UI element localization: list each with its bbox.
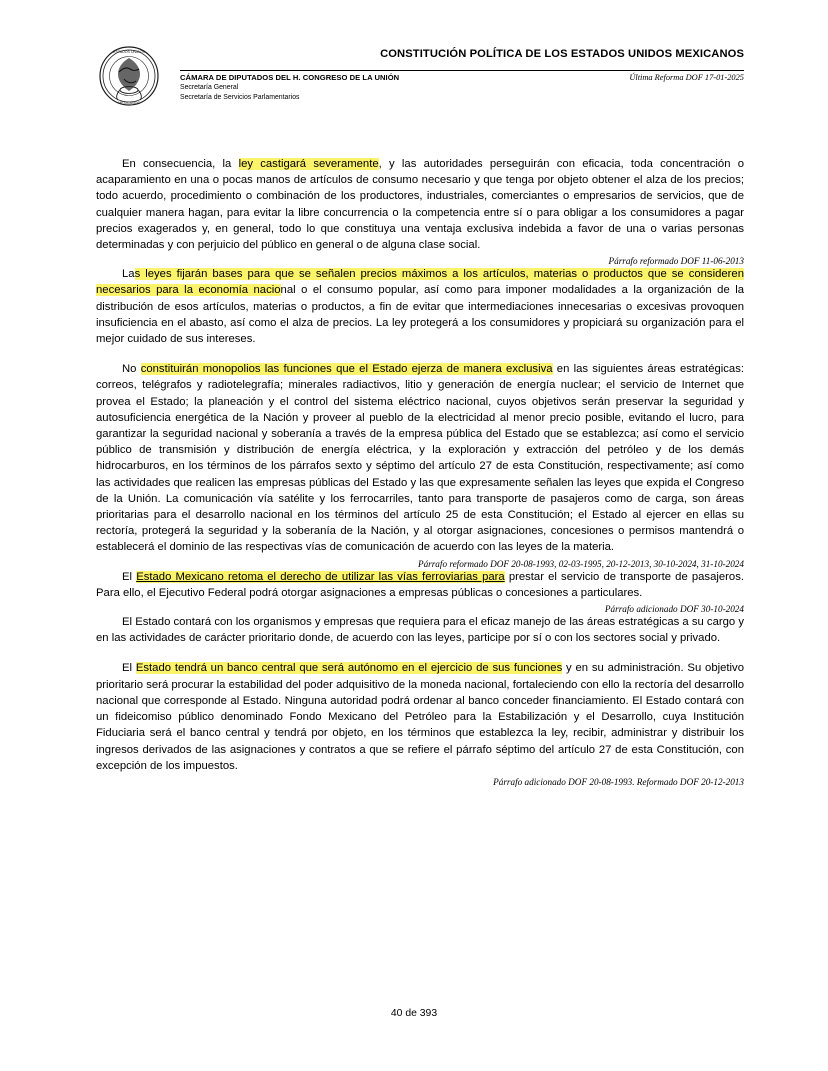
page-number: 40 de 393 [390, 1008, 438, 1019]
paragraph-1 [96, 156, 744, 253]
paragraph-2 [96, 266, 744, 347]
paragraph-1-highlight: ley castigará severamente [238, 158, 379, 170]
institution-label: CÁMARA DE DIPUTADOS DEL H. CONGRESO DE LA UNIÓN [180, 73, 400, 82]
paragraph-6-highlight: Estado tendrá un banco central que será autónomo en el ejercicio de sus funciones [135, 662, 563, 675]
office-parliamentary-label: Secretaría de Servicios Parlamentarios [180, 94, 300, 101]
paragraph-4-reference: Párrafo adicionado DOF 30-10-2024 [604, 604, 744, 615]
last-reform-label: Última Reforma DOF 17-01-2025 [629, 73, 744, 82]
paragraph-3-seg2: en las siguientes áreas estratégicas: correos, telégrafos y radiotelegrafía; minerales radiactivos, litio y generación de energía nuclear; el servicio de Internet que provea el Estado; la planeación y el control del sistema eléctrico nacional, cuyos objetivos serán preservar la seguridad y autosuficiencia energética de la Nación y proveer al pueblo de la electricidad al menor precio posible, evitando el lucro, para garantizar la seguridad nacional y soberanía a través de la empresa pública del Estado que se establezca; así como el servicio público de transmisión y distribución de energía eléctrica, y la exploración y extracción del petróleo y de los demás hidrocarburos, en los términos de los párrafos sexto y séptimo del artículo 27 de esta Constitución, respectivamente; así como las actividades que realicen las empresas públicas del Estado y las que expresamente señalen las leyes que expida el Congreso de la Unión. La comunicación vía satélite y los ferrocarriles, tanto para transporte de pasajeros como de carga, son áreas prioritarias para el desarrollo nacional en los términos del artículo 25 de esta Constitución; el Estado al ejercer en ellas su rectoría, protegerá la seguridad y la soberanía de la Nación, y al otorgar asignaciones, concesiones o permisos mantendrá o establecerá el dominio de las respectivas vías de comunicación de acuerdo con las leyes de la materia. [96, 363, 744, 554]
paragraph-1-seg1: En consecuencia, la [122, 158, 239, 170]
paragraph-2-seg1: La [122, 268, 135, 281]
paragraph-6-seg1: El [122, 662, 136, 675]
document-body [96, 156, 744, 787]
paragraph-3 [96, 361, 744, 555]
paragraph-5: El Estado contará con los organismos y empresas que requiera para el eficaz manejo de las áreas estratégicas a su cargo y en las actividades de carácter prioritario donde, de acuerdo con las leyes, participe por sí o con los sectores social y privado. [96, 616, 744, 645]
office-general-label: Secretaría General [180, 84, 239, 91]
paragraph-4-seg1: El [122, 570, 137, 583]
paragraph-6-seg2: y en su administración. Su objetivo prioritario será procurar la estabilidad del poder adquisitivo de la moneda nacional, fortaleciendo con ello la rectoría del desarrollo nacional que corresponde al Estado. Ninguna autoridad podrá ordenar al banco conceder financiamiento. El Estado contará con un fideicomiso público denominado Fondo Mexicano del Petróleo para la Estabilización y el Desarrollo, cuya Institución Fiduciaria será el banco central y tendrá por objeto, en los términos que establezca la ley, recibir, administrar y distribuir los ingresos derivados de las asignaciones y contratos a que se refiere el párrafo séptimo del artículo 27 de esta Constitución, con excepción de los impuestos. [96, 662, 744, 772]
paragraph-6 [96, 660, 744, 773]
paragraph-3-seg1: No [122, 363, 141, 376]
document-header [96, 46, 744, 110]
header-divider [180, 70, 744, 71]
paragraph-3-reference: Párrafo reformado DOF 20-08-1993, 02-03-1995, 20-12-2013, 30-10-2024, 31-10-2024 [417, 558, 744, 569]
paragraph-2-highlight: s leyes fijarán bases para que se señalen precios máximos a los artículos, materias o productos que se consideren necesarios para la economía nacio [96, 268, 744, 297]
paragraph-2-seg2: nal o el consumo popular, así como para imponer modalidades a la organización de la distribución de esos artículos, materias o productos, a fin de evitar que intermediaciones innecesarias o excesivas provoquen insuficiencia en el abasto, así como el alza de precios. La ley protegerá a los consumidores y propiciará su organización para el mejor cuidado de sus intereses. [96, 284, 744, 346]
paragraph-6-reference: Párrafo adicionado DOF 20-08-1993. Reformado DOF 20-12-2013 [493, 776, 744, 787]
svg-text:ESTADOS UNIDOS: ESTADOS UNIDOS [113, 50, 145, 54]
paragraph-3-highlight: constituirán monopolios las funciones que el Estado ejerza de manera exclusiva [140, 363, 553, 376]
paragraph-4-highlight: Estado Mexicano retoma el derecho de utilizar las vías ferroviarias para [136, 570, 505, 583]
svg-text:MEXICANOS: MEXICANOS [118, 101, 140, 105]
paragraph-4-seg2: prestar el servicio de transporte de pasajeros. Para ello, el Ejecutivo Federal podrá otorgar asignaciones a empresas públicas o concesiones a particulares. [96, 570, 744, 599]
mexican-coat-of-arms-icon [96, 46, 162, 106]
paragraph-1-reference: Párrafo reformado DOF 11-06-2013 [608, 256, 744, 267]
paragraph-1-seg2: , y las autoridades perseguirán con eficacia, toda concentración o acaparamiento en una o pocas manos de artículos de consumo necesario y que tenga por objeto obtener el alza de los precios; todo acuerdo, procedimiento o combinación de los productores, industriales, comerciantes o empresarios de servicios, que de cualquier manera hagan, para evitar la libre concurrencia o la competencia entre sí o para obligar a los consumidores a pagar precios exagerados y, en general, todo lo que constituya una ventaja exclusiva indebida a favor de una o varias personas determinadas y con perjuicio del público en general o de alguna clase social. [96, 158, 745, 252]
paragraph-4 [96, 569, 744, 601]
document-title: CONSTITUCIÓN POLÍTICA DE LOS ESTADOS UNIDOS MEXICANOS [380, 48, 744, 60]
